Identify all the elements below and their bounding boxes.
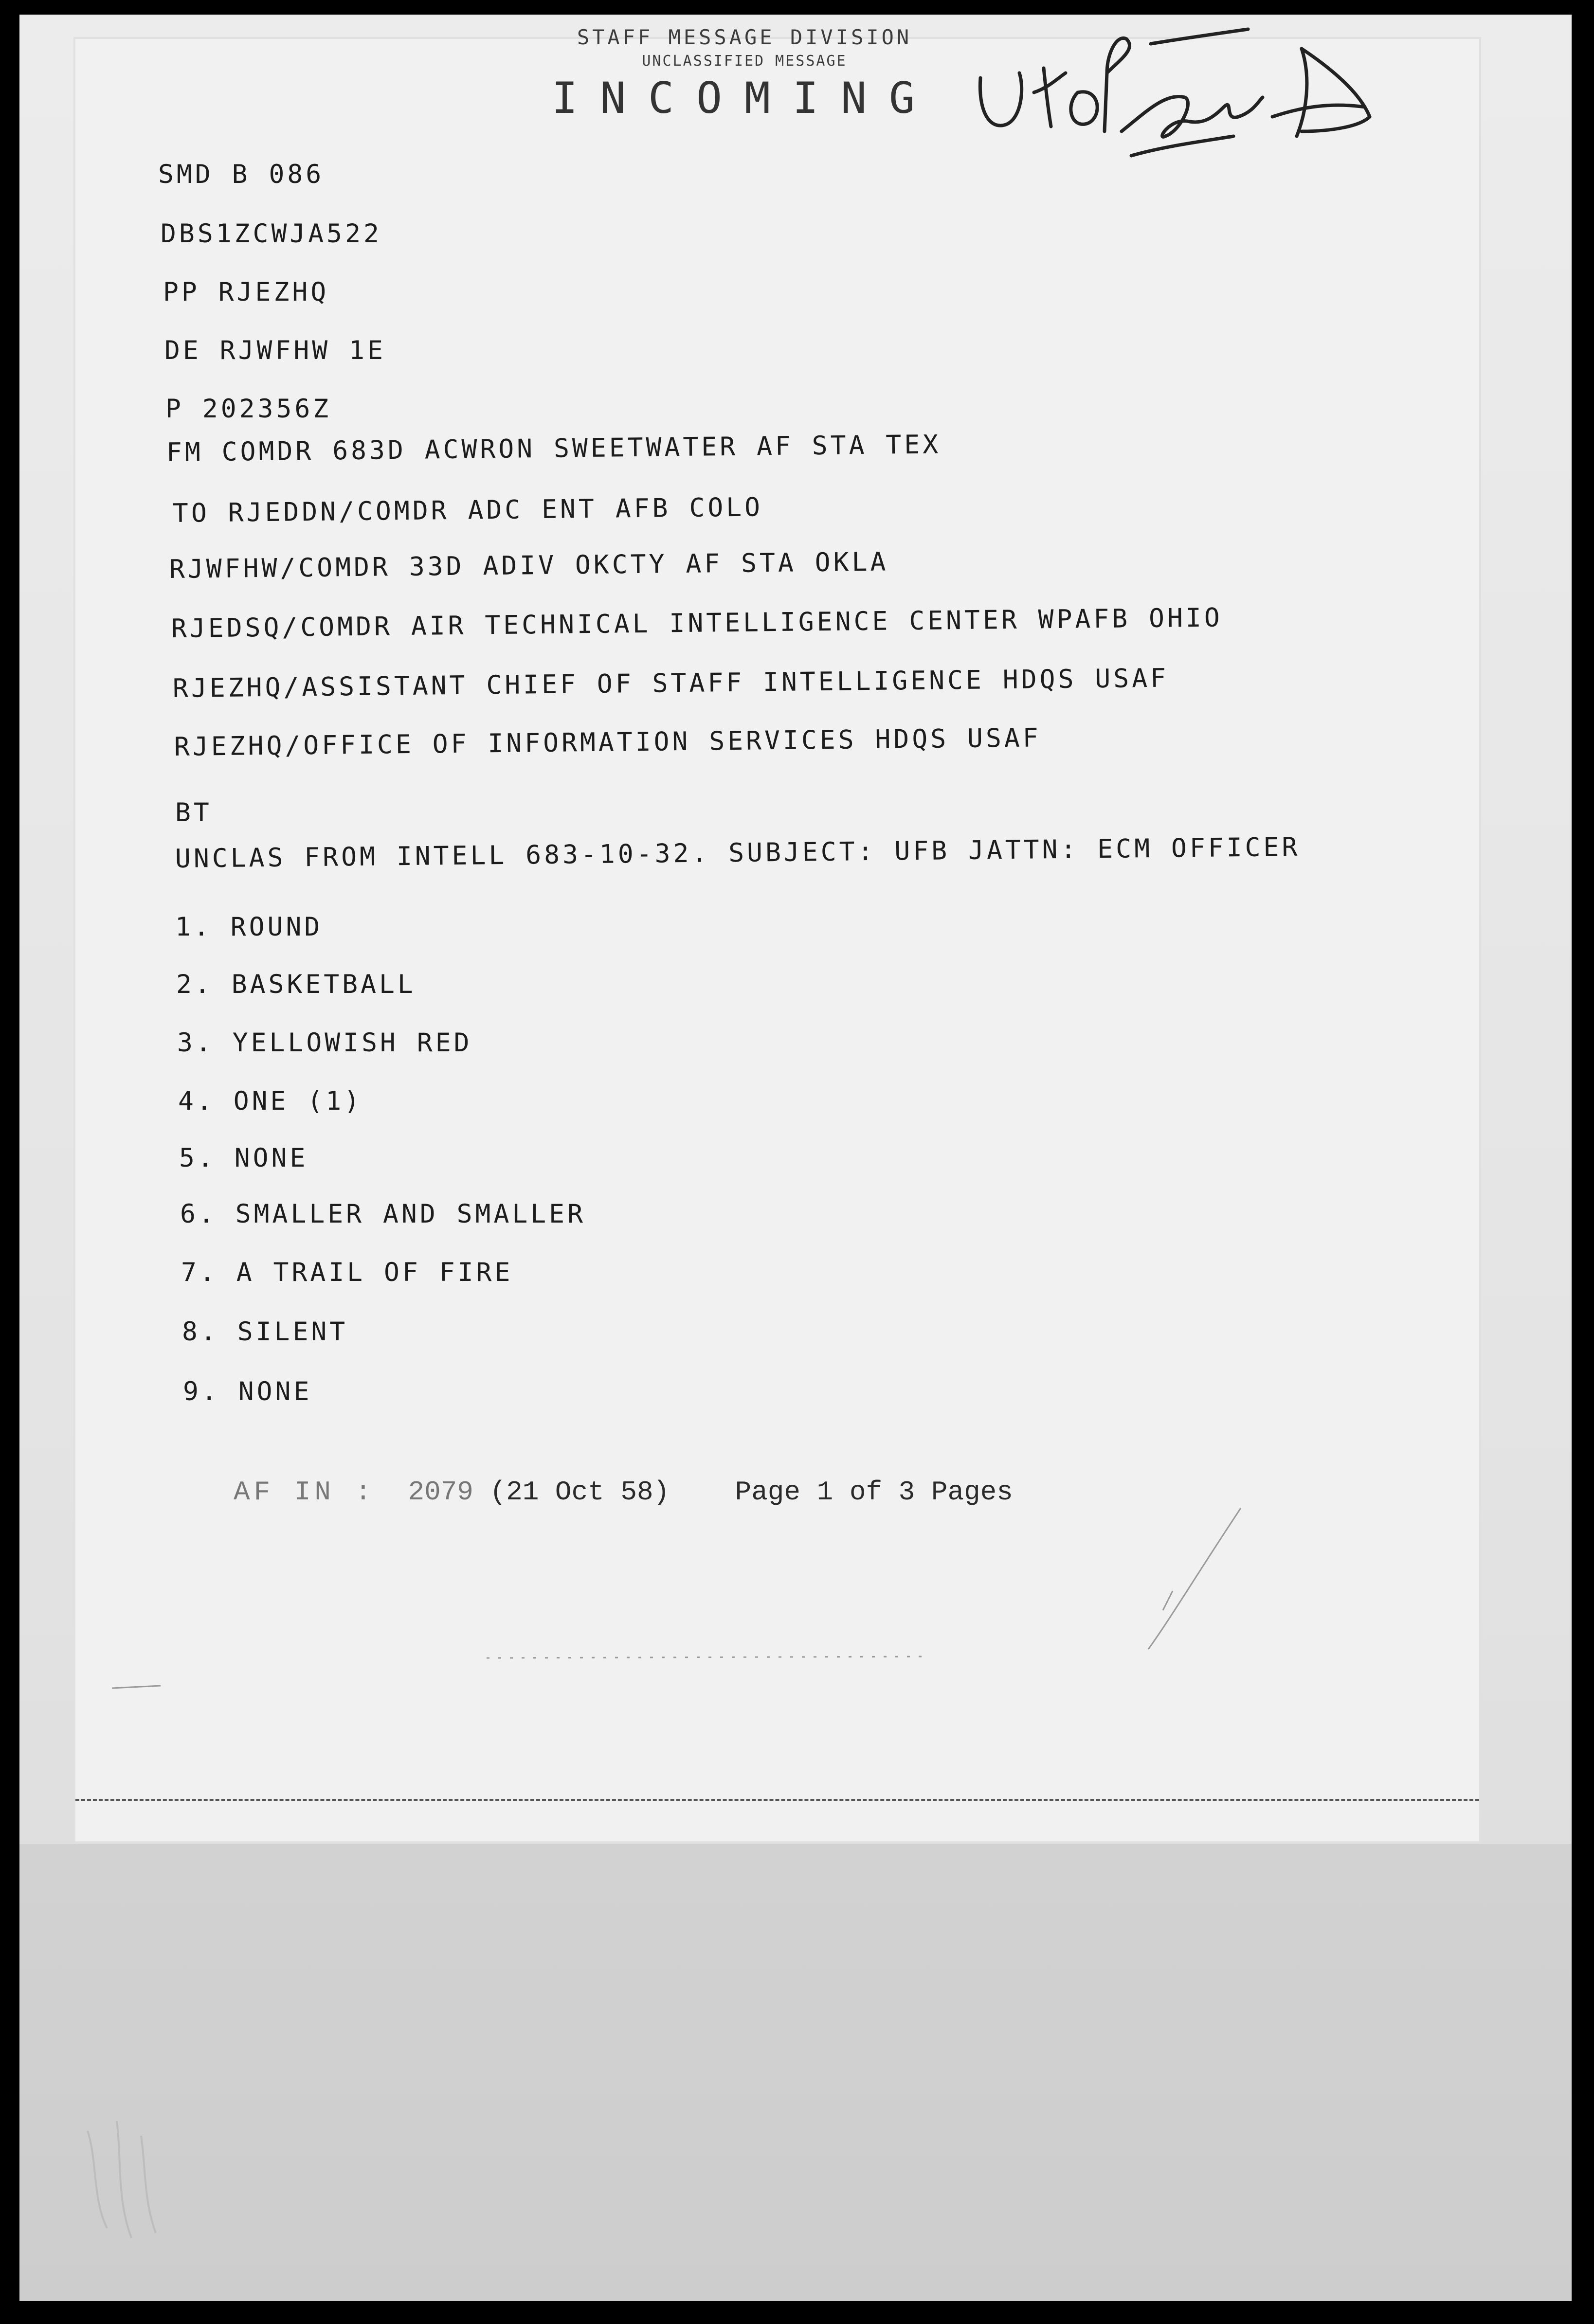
- item-9: 9. NONE: [183, 1377, 312, 1406]
- handwritten-annotation: [961, 19, 1423, 175]
- incoming-heading: INCOMING: [552, 73, 937, 123]
- af-in-label: AF IN :: [234, 1477, 376, 1508]
- item-2: 2. BASKETBALL: [176, 970, 416, 999]
- routing-line-4: DE RJWFHW 1E: [164, 336, 386, 365]
- routing-to-line: TO RJEDDN/COMDR ADC ENT AFB COLO: [172, 492, 763, 528]
- af-in-number: 2079: [408, 1477, 473, 1508]
- routing-line-5: P 202356Z: [165, 394, 332, 424]
- routing-addressee-1: RJWFHW/COMDR 33D ADIV OKCTY AF STA OKLA: [169, 547, 889, 584]
- item-8: 8. SILENT: [182, 1317, 348, 1347]
- page-bottom-edge: [75, 1799, 1479, 1806]
- routing-from-line: FM COMDR 683D ACWRON SWEETWATER AF STA TEX: [166, 430, 942, 468]
- routing-line-1: SMD B 086: [158, 160, 325, 189]
- classification-heading: UNCLASSIFIED MESSAGE: [642, 53, 847, 70]
- routing-addressee-3: RJEZHQ/ASSISTANT CHIEF OF STAFF INTELLIGENCE HDQS USAF: [172, 663, 1169, 703]
- item-7: 7. A TRAIL OF FIRE: [181, 1258, 513, 1287]
- item-4: 4. ONE (1): [178, 1086, 363, 1116]
- routing-addressee-2: RJEDSQ/COMDR AIR TECHNICAL INTELLIGENCE CENTER WPAFB OHIO: [171, 603, 1223, 644]
- item-5: 5. NONE: [179, 1143, 308, 1173]
- handwritten-ufo-file-signature: [961, 19, 1423, 175]
- item-3: 3. YELLOWISH RED: [177, 1028, 472, 1058]
- routing-line-2: DBS1ZCWJA522: [161, 219, 382, 249]
- af-in-date: (21 Oct 58): [489, 1477, 670, 1508]
- page-count: Page 1 of 3 Pages: [735, 1477, 1013, 1508]
- item-1: 1. ROUND: [175, 912, 323, 942]
- division-heading: STAFF MESSAGE DIVISION: [577, 25, 912, 49]
- film-lower-margin: [19, 1844, 1572, 2301]
- routing-addressee-4: RJEZHQ/OFFICE OF INFORMATION SERVICES HDQS USAF: [174, 723, 1041, 762]
- item-6: 6. SMALLER AND SMALLER: [180, 1199, 586, 1229]
- routing-line-3: PP RJEZHQ: [163, 277, 329, 307]
- break-marker: BT: [175, 798, 212, 828]
- subject-line: UNCLAS FROM INTELL 683-10-32. SUBJECT: UFB JATTN: ECM OFFICER: [175, 832, 1301, 874]
- message-footer: [234, 1477, 1013, 1508]
